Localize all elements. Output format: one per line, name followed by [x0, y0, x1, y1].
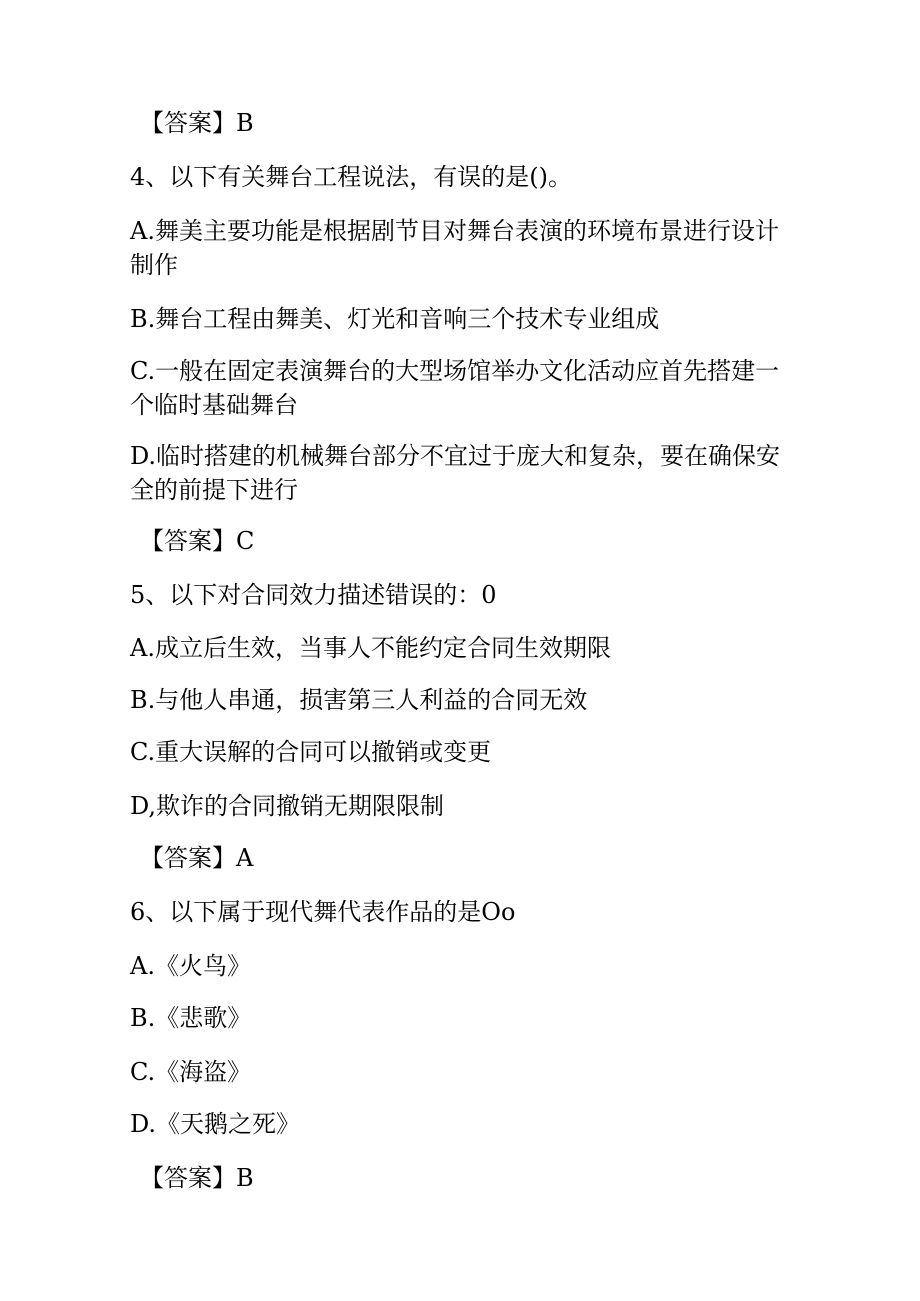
- option-6a: A.《火鸟》: [130, 952, 251, 980]
- answer-prefix: 【答案】: [140, 1164, 236, 1192]
- answer-line-3: [140, 106, 800, 140]
- option-4d: D.临时搭建的机械舞台部分不宜过于庞大和复杂，要在确保安全的前提下进行: [130, 442, 781, 504]
- answer-prefix: 【答案】: [140, 109, 236, 137]
- question-5: 5、以下对合同效力描述错误的：0: [130, 581, 497, 609]
- option-4c: C.一般在固定表演舞台的大型场馆举办文化活动应首先搭建一个临时基础舞台: [130, 357, 780, 419]
- answer-letter: B: [236, 1164, 254, 1192]
- answer-line-6: [140, 1161, 800, 1195]
- option-5a: A.成立后生效，当事人不能约定合同生效期限: [130, 634, 611, 662]
- answer-line-5: [140, 841, 800, 875]
- answer-letter: B: [236, 109, 254, 137]
- question-6: 6、以下属于现代舞代表作品的是Oo: [130, 898, 516, 926]
- option-6c: C.《海盗》: [130, 1058, 252, 1086]
- answer-letter: A: [236, 844, 254, 872]
- option-5c: C.重大误解的合同可以撤销或变更: [130, 738, 492, 766]
- answer-prefix: 【答案】: [140, 527, 236, 555]
- answer-letter: C: [236, 527, 255, 555]
- answer-prefix: 【答案】: [140, 844, 236, 872]
- answer-line-4: [140, 524, 800, 558]
- option-6b: B.《悲歌》: [130, 1004, 252, 1032]
- option-4b: B.舞台工程由舞美、灯光和音响三个技术专业组成: [130, 305, 660, 333]
- option-4a: A.舞美主要功能是根据剧节目对舞台表演的环境布景进行设计制作: [130, 217, 779, 279]
- option-5d: D,欺诈的合同撤销无期限限制: [130, 792, 445, 820]
- option-5b: B.与他人串通，损害第三人利益的合同无效: [130, 686, 588, 714]
- question-4: 4、以下有关舞台工程说法，有误的是()。: [130, 163, 572, 191]
- option-6d: D.《天鹅之死》: [130, 1110, 301, 1138]
